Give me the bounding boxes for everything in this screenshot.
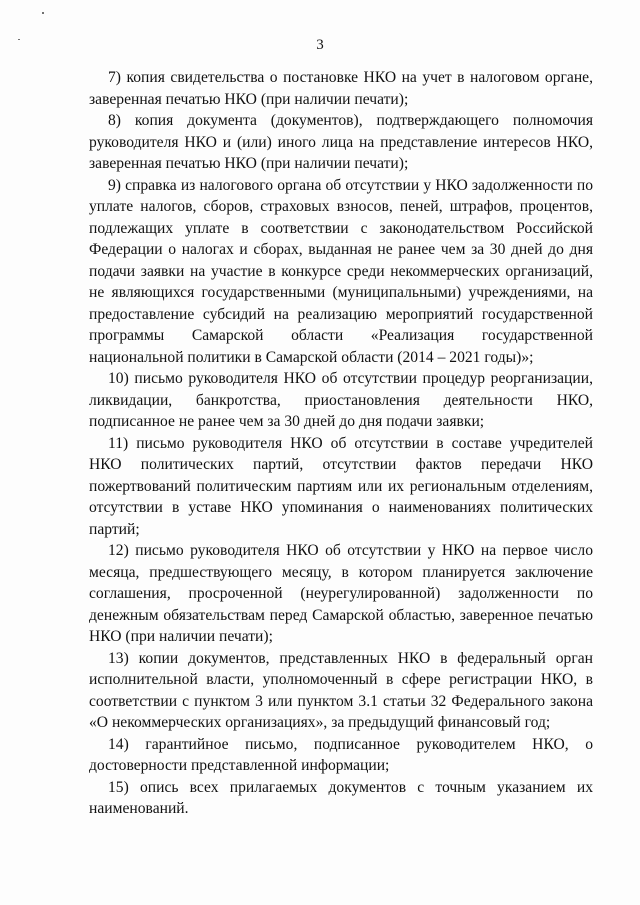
page-number: 3 <box>316 37 324 53</box>
list-item-13: 13) копии документов, представленных НКО в федеральный орган исполнительной власти, уполномоченный в сфере регистрации НКО, в соответствии с пунктом 3 или пунктом 3.1 статьи 32 Федерального закона «О некоммерческих организациях», за предыдущий финансовый год; <box>89 649 593 731</box>
list-item-15: 15) опись всех прилагаемых документов с точным указанием их наименований. <box>89 778 593 817</box>
list-item-12: 12) письмо руководителя НКО об отсутствии у НКО на первое число месяца, предшествующего месяцу, в котором планируется заключение соглашения, просроченной (неурегулированной) задолженности по денежным обязательствам перед Самарской областью, заверенное печатью НКО (при наличии печати); <box>89 542 593 645</box>
list-item-8: 8) копия документа (документов), подтверждающего полномочия руководителя НКО и (или) иного лица на представление интересов НКО, заверенная печатью НКО (при наличии печати); <box>89 112 593 172</box>
list-item-9: 9) справка из налогового органа об отсутствии у НКО задолженности по уплате налогов, сборов, страховых взносов, пеней, штрафов, процентов, подлежащих уплате в соответствии с законодательством Российской Федерации о налогах и сборах, выданная не ранее чем за 30 дней до дня подачи заявки на участие в конкурсе среди некоммерческих организаций, не являющихся государственными (муниципальными) учреждениями, на предоставление субсидий на реализацию мероприятий государственной программы Самарской области «Реализация государственной национальной политики в Самарской области (2014 – 2021 годы)»; <box>89 176 593 366</box>
list-item-10: 10) письмо руководителя НКО об отсутствии процедур реорганизации, ликвидации, банкротства, приостановления деятельности НКО, подписанное не ранее чем за 30 дней до дня подачи заявки; <box>89 370 593 430</box>
list-item-14: 14) гарантийное письмо, подписанное руководителем НКО, о достоверности представленной информации; <box>89 735 593 774</box>
list-item-7: 7) копия свидетельства о постановке НКО на учет в налоговом органе, заверенная печатью НКО (при наличии печати); <box>89 69 593 108</box>
document-body <box>89 67 593 820</box>
scan-speck <box>42 12 44 14</box>
list-item-11: 11) письмо руководителя НКО об отсутствии в составе учредителей НКО политических партий, отсутствии фактов передачи НКО пожертвований политическим партиям или их региональным отделениям, отсутствии в уставе НКО упоминания о наименованиях политических партий; <box>89 434 593 538</box>
